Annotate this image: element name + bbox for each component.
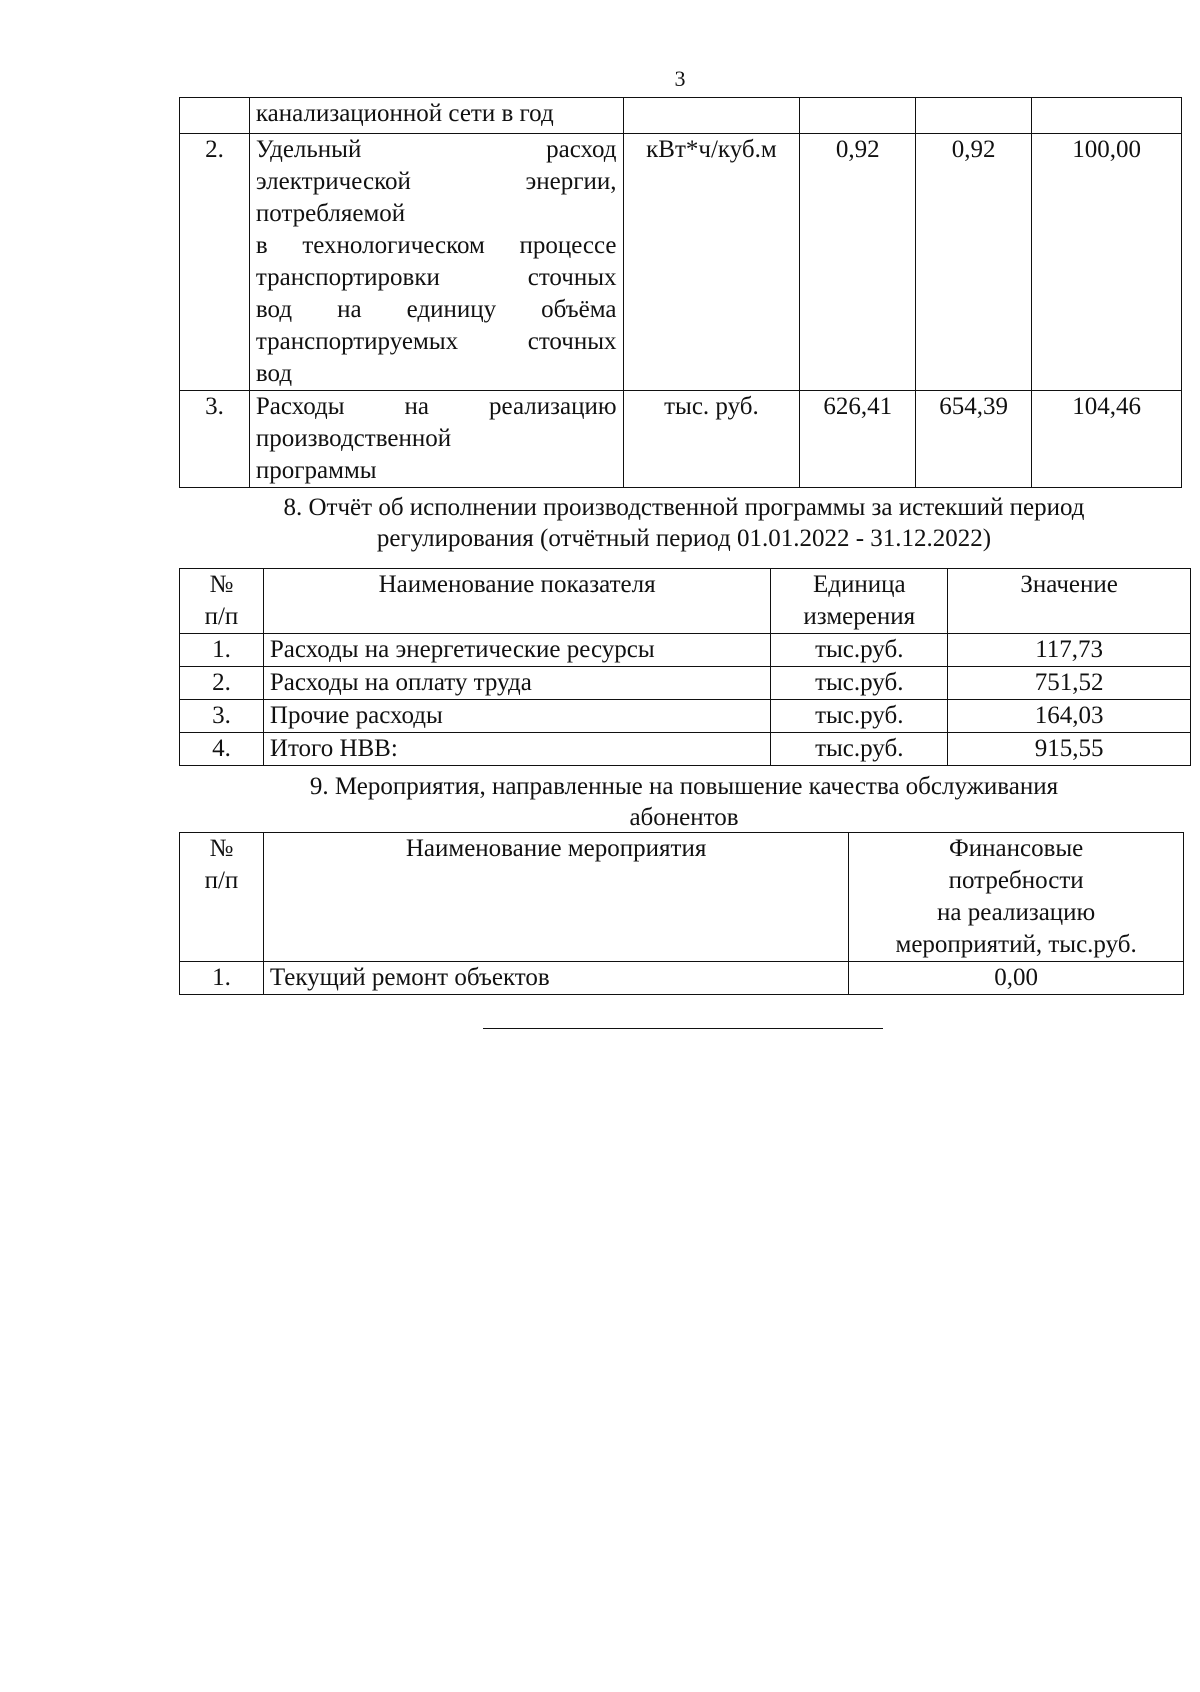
row-name: Расходы на оплату труда [263, 667, 770, 700]
row-name: Расходы на энергетические ресурсы [263, 634, 770, 667]
table-header-row [180, 833, 1184, 962]
table-row [180, 700, 1191, 733]
unit-cell: кВт*ч/куб.м [623, 134, 800, 391]
header-num: № п/п [180, 569, 264, 634]
value-cell [1032, 98, 1182, 134]
indicators-table [179, 97, 1182, 488]
table-row [180, 98, 1182, 134]
table-row [180, 134, 1182, 391]
section-9-heading: 9. Мероприятия, направленные на повышение качества обслуживания абонентов [309, 773, 1059, 831]
value-cell: 654,39 [916, 391, 1032, 488]
table-row [180, 962, 1184, 995]
unit-cell: тыс. руб. [623, 391, 800, 488]
end-rule [483, 1028, 883, 1029]
header-unit: Единица измерения [771, 569, 948, 634]
row-unit: тыс.руб. [771, 634, 948, 667]
value-cell: 0,92 [916, 134, 1032, 391]
row-value: 117,73 [948, 634, 1191, 667]
row-unit: тыс.руб. [771, 700, 948, 733]
header-num: № п/п [180, 833, 264, 962]
value-cell: 0,92 [800, 134, 916, 391]
page-number: 3 [674, 66, 686, 91]
row-number [180, 98, 250, 134]
measures-table [179, 832, 1184, 995]
value-cell [916, 98, 1032, 134]
row-number: 4. [180, 733, 264, 766]
row-number: 2. [180, 134, 250, 391]
header-name: Наименование показателя [263, 569, 770, 634]
row-number: 1. [180, 634, 264, 667]
table-row [180, 634, 1191, 667]
table-row [180, 667, 1191, 700]
indicator-name: Расходы на реализацию производственной программы [249, 391, 623, 488]
row-value: 915,55 [948, 733, 1191, 766]
row-number: 3. [180, 700, 264, 733]
indicator-name: Удельный расход электрической энергии, потребляемой в технологическом процессе транспортировки сточных вод на единицу объёма транспортируемых сточных вод [249, 134, 623, 391]
header-financial-needs: Финансовые потребности на реализацию мероприятий, тыс.руб. [849, 833, 1184, 962]
row-value: 164,03 [948, 700, 1191, 733]
row-number: 1. [180, 962, 264, 995]
section-8-heading: 8. Отчёт об исполнении производственной программы за истекший период регулирования (отчётный период 01.01.2022 - 31.12.2022) [283, 494, 1085, 552]
indicator-name: канализационной сети в год [249, 98, 623, 134]
row-name: Текущий ремонт объектов [263, 962, 848, 995]
header-name: Наименование мероприятия [263, 833, 848, 962]
row-number: 2. [180, 667, 264, 700]
row-name: Итого НВВ: [263, 733, 770, 766]
table-row [180, 391, 1182, 488]
row-unit: тыс.руб. [771, 667, 948, 700]
row-value: 0,00 [849, 962, 1184, 995]
value-cell: 104,46 [1032, 391, 1182, 488]
row-unit: тыс.руб. [771, 733, 948, 766]
row-value: 751,52 [948, 667, 1191, 700]
row-number: 3. [180, 391, 250, 488]
value-cell: 100,00 [1032, 134, 1182, 391]
table-row [180, 733, 1191, 766]
table-header-row [180, 569, 1191, 634]
unit-cell [623, 98, 800, 134]
report-table [179, 568, 1191, 766]
header-value: Значение [948, 569, 1191, 634]
value-cell: 626,41 [800, 391, 916, 488]
value-cell [800, 98, 916, 134]
row-name: Прочие расходы [263, 700, 770, 733]
